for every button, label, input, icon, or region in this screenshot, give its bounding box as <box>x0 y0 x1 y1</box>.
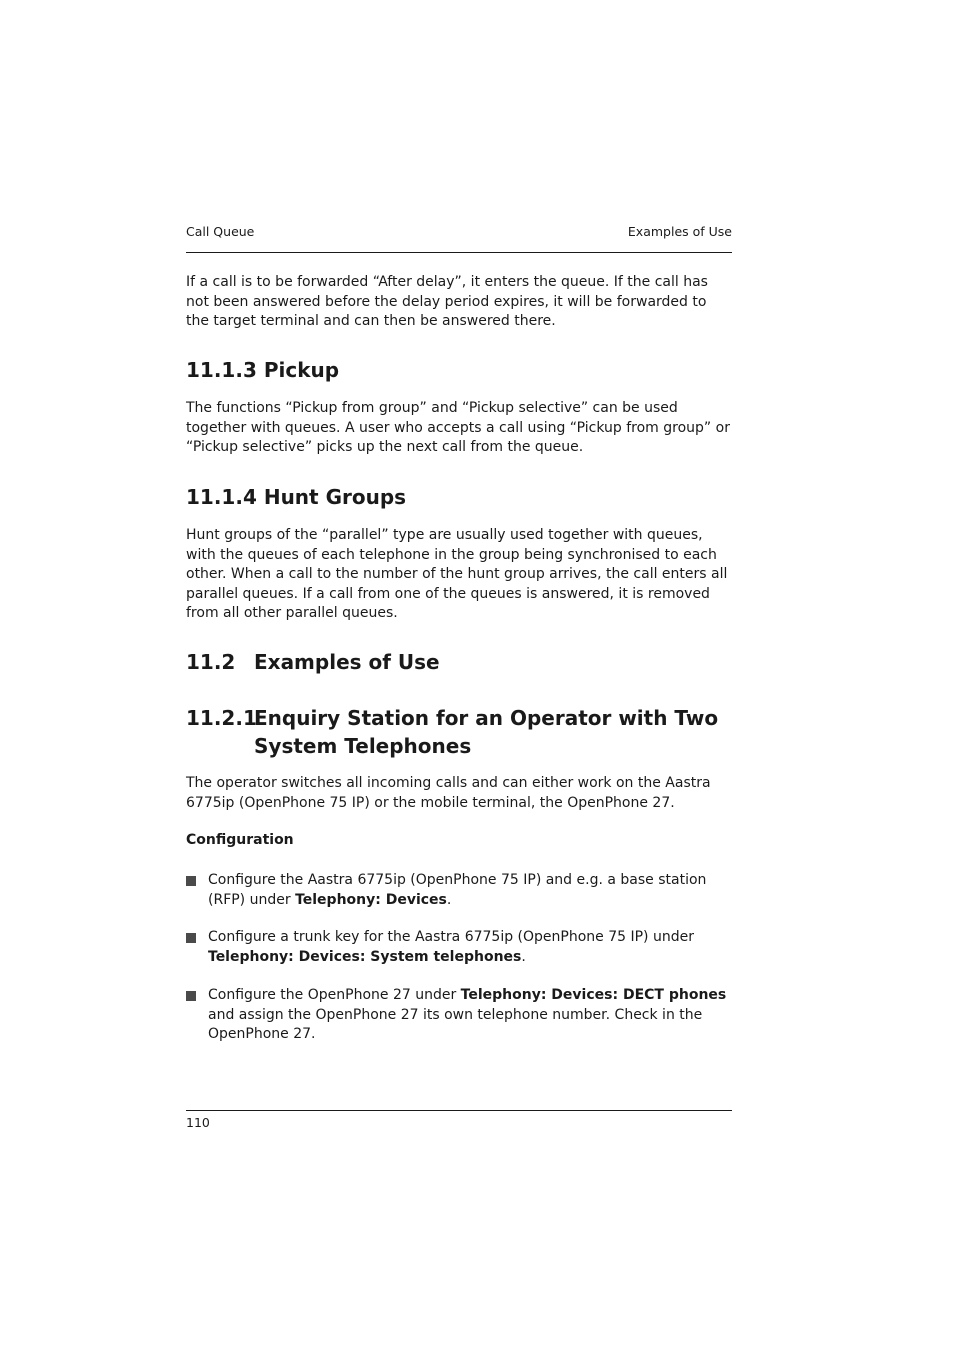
header-chapter: Call Queue <box>186 224 255 239</box>
heading-hunt-title: Hunt Groups <box>263 485 407 509</box>
heading-pickup <box>186 358 732 382</box>
menu-path: Telephony: Devices <box>295 891 447 908</box>
heading-examples-of-use <box>186 648 732 676</box>
footer-rule <box>186 1110 732 1111</box>
bullet-square-icon <box>186 991 196 1001</box>
heading-pickup-number: 11.1.3 <box>186 358 257 382</box>
bullet-square-icon <box>186 933 196 943</box>
list-item-text: Configure the Aastra 6775ip (OpenPhone 75 IP) and e.g. a base station (RFP) under Telephony: Devices. <box>208 872 707 908</box>
heading-enquiry-title: Enquiry Station for an Operator with Two System Telephones <box>254 706 719 758</box>
bullet-square-icon <box>186 876 196 886</box>
list-item-text: Configure the OpenPhone 27 under Telephony: Devices: DECT phones and assign the OpenPhone 27 its own telephone number. Check in the OpenPhone 27. <box>208 987 727 1042</box>
hunt-groups-paragraph: Hunt groups of the “parallel” type are usually used together with queues, with the queues of each telephone in the group being synchronised to each other. When a call to the number of the hunt group arrives, the call enters all parallel queues. If a call from one of the queues is answered, it is removed from all other parallel queues. <box>186 527 728 621</box>
menu-path: Telephony: Devices: System telephones <box>208 948 522 965</box>
running-header <box>186 224 732 242</box>
heading-examples-title: Examples of Use <box>254 650 440 674</box>
page-number: 110 <box>186 1115 210 1130</box>
header-rule <box>186 252 732 253</box>
heading-hunt-number: 11.1.4 <box>186 485 257 509</box>
heading-enquiry-number: 11.2.1 <box>186 706 257 730</box>
list-item <box>186 928 732 967</box>
header-section: Examples of Use <box>627 224 732 239</box>
configuration-label: Configuration <box>186 832 294 848</box>
heading-hunt-groups <box>186 485 732 509</box>
list-item-text: Configure a trunk key for the Aastra 6775ip (OpenPhone 75 IP) under Telephony: Devices: System telephones. <box>208 929 694 965</box>
heading-examples-number: 11.2 <box>186 650 236 674</box>
heading-enquiry-station <box>186 704 732 760</box>
heading-pickup-title: Pickup <box>263 358 340 382</box>
pickup-paragraph: The functions “Pickup from group” and “Pickup selective” can be used together with queues. A user who accepts a call using “Pickup from group” or “Pickup selective” picks up the next call from the queue. <box>186 400 730 455</box>
list-item <box>186 986 732 1045</box>
enquiry-paragraph: The operator switches all incoming calls and can either work on the Aastra 6775ip (OpenPhone 75 IP) or the mobile terminal, the OpenPhone 27. <box>186 775 711 811</box>
list-item <box>186 871 732 910</box>
menu-path: Telephony: Devices: DECT phones <box>460 987 727 1003</box>
intro-paragraph: If a call is to be forwarded “After delay”, it enters the queue. If the call has not been answered before the delay period expires, it will be forwarded to the target terminal and can then be answered there. <box>186 274 708 329</box>
